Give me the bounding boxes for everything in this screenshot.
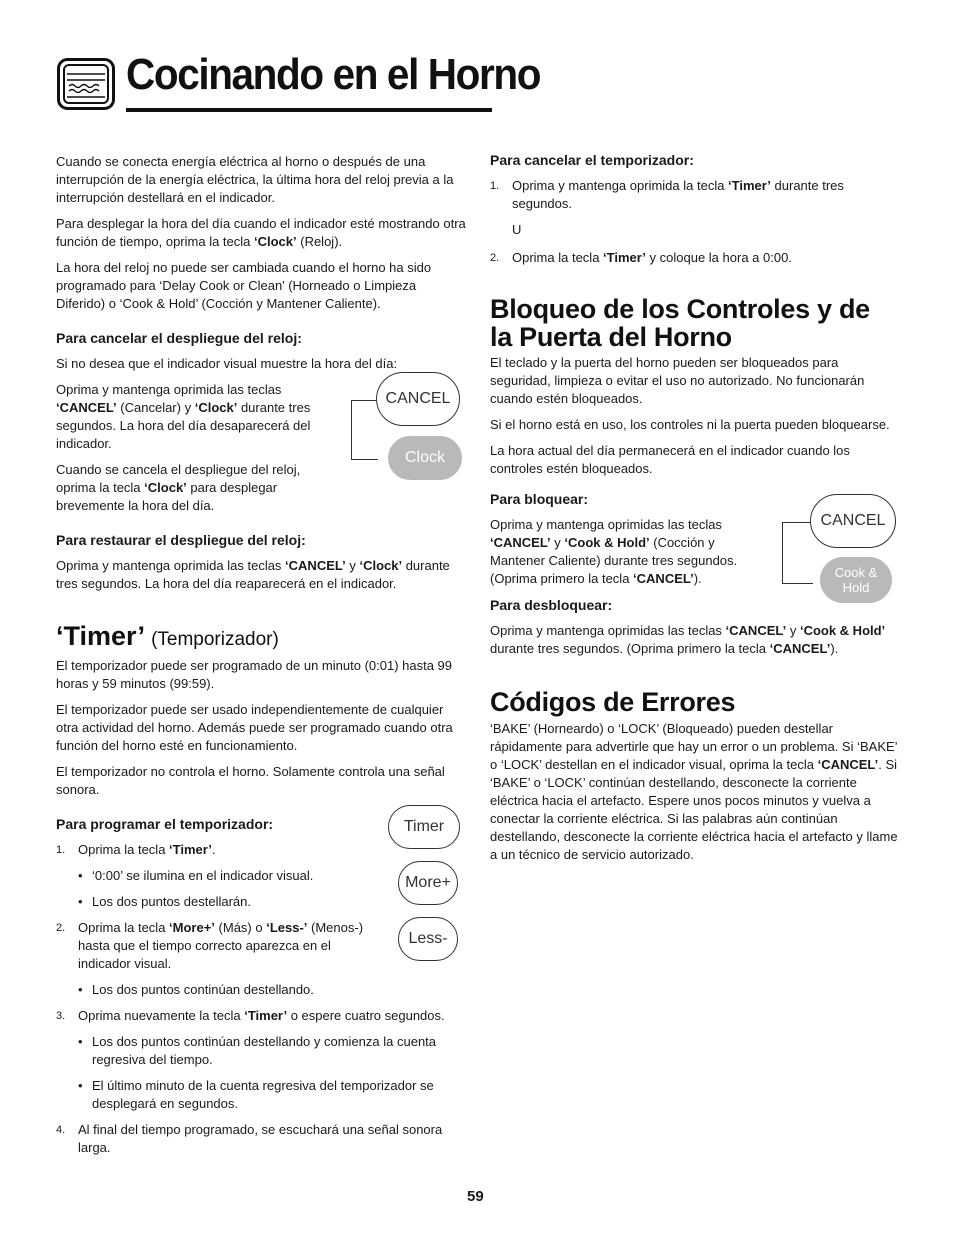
cancel-key-graphic: CANCEL [376, 372, 460, 426]
bullet-list [78, 981, 378, 999]
bullet-item: • Los dos puntos destellarán. [92, 893, 378, 911]
text: o espere cuatro segundos. [287, 1008, 445, 1023]
text: durante tres segundos. La hora del día desaparecerá del indicador. [56, 400, 311, 451]
intro-paragraph: La hora del reloj no puede ser cambiada cuando el horno ha sido programado para ‘Delay Cook or Clean’ (Horneado o Limpieza Diferido) o ‘Cook & Hold’ (Cocción y Mantener Caliente). [56, 260, 432, 311]
unlock-subheading: Para desbloquear: [490, 597, 613, 613]
text: ). [693, 571, 702, 586]
text: y [786, 623, 800, 638]
text: y [550, 535, 565, 550]
paragraph [56, 557, 466, 593]
text: Oprima y mantenga oprimidas las teclas [490, 623, 726, 638]
list-item [56, 1007, 466, 1113]
bullet-list [78, 1033, 466, 1113]
paragraph: El teclado y la puerta del horno pueden ser bloqueados para seguridad, limpieza o evitar el uso no autorizado. No funcionarán cuando estén bloqueados. [490, 355, 865, 406]
text: . [211, 842, 216, 857]
bullet-item: • Los dos puntos continúan destellando. [92, 981, 378, 999]
errors-heading: Códigos de Errores [490, 687, 736, 717]
text: (Menos-) hasta que el tiempo correcto aparezca en el indicador visual. [78, 920, 364, 971]
list-item [56, 1121, 466, 1157]
key-ref: ‘Cook & Hold’ [564, 535, 650, 550]
key-bracket [351, 400, 378, 460]
paragraph: El temporizador puede ser usado independientemente de cualquier otra actividad del horno. Además puede ser programado cuando otra función del horno esté en funcionamiento. [56, 702, 453, 753]
timer-heading-sub: (Temporizador) [151, 629, 279, 650]
key-bracket [782, 522, 813, 584]
key-ref: ‘Clock’ [359, 558, 403, 573]
text: para desplegar brevemente la hora del día. [56, 480, 278, 513]
cancel-timer-steps [490, 177, 902, 213]
text: durante tres segundos. (Oprima primero la tecla [490, 641, 770, 656]
key-ref: ‘CANCEL’ [490, 535, 551, 550]
page-title: Cocinando en el Horno [126, 50, 541, 99]
step-number: 2. [56, 922, 66, 934]
key-label: Cook & [834, 565, 878, 580]
text: y [345, 558, 360, 573]
paragraph: El temporizador no controla el horno. Solamente controla una señal sonora. [56, 764, 445, 797]
cancel-timer-steps [490, 249, 902, 267]
paragraph: Si el horno está en uso, los controles ni la puerta pueden bloquearse. [490, 417, 890, 432]
timer-heading [56, 621, 466, 655]
restore-display-heading: Para restaurar el despliegue del reloj: [56, 532, 306, 548]
text: y coloque la hora a 0:00. [645, 250, 792, 265]
key-ref: ‘CANCEL’ [633, 571, 694, 586]
intro-paragraph: Cuando se conecta energía eléctrica al horno o después de una interrupción de la energía eléctrica, la última hora del reloj previa a la interrupción destellará en el indicador. [56, 154, 454, 205]
text: Oprima y mantenga oprimida la tecla [512, 178, 729, 193]
list-item [490, 177, 902, 213]
paragraph [56, 381, 321, 453]
key-ref: ‘Clock’ [194, 400, 238, 415]
step-number: 3. [56, 1010, 66, 1022]
lock-subheading: Para bloquear: [490, 491, 589, 507]
program-timer-heading: Para programar el temporizador: [56, 816, 274, 832]
text: ‘BAKE’ (Horneardo) o ‘LOCK’ (Bloqueado) pueden destellar rápidamente para advertirle que hay un error o un problema. Si ‘BAKE’ o ‘LOCK’ destellan en el indicador visual, oprima la tecla [490, 721, 898, 772]
text: Oprima la tecla [512, 250, 604, 265]
key-ref: ‘Clock’ [144, 480, 187, 495]
list-item [56, 919, 378, 999]
text: durante tres segundos. [512, 178, 844, 211]
left-column [56, 153, 466, 1165]
text: Al final del tiempo programado, se escuchará una señal sonora larga. [78, 1122, 443, 1155]
paragraph [490, 720, 902, 864]
key-ref: ‘More+’ [169, 920, 215, 935]
list-item [56, 841, 378, 911]
paragraph: La hora actual del día permanecerá en el indicador cuando los controles estén bloqueados. [490, 443, 850, 476]
clock-key-graphic: Clock [388, 436, 462, 480]
key-ref: ‘Timer’ [169, 842, 212, 857]
paragraph: Si no desea que el indicador visual muestre la hora del día: [56, 356, 398, 371]
text: Oprima y mantenga oprimidas las teclas [490, 517, 722, 532]
page-number: 59 [467, 1188, 484, 1205]
paragraph [56, 461, 321, 515]
key-ref: ‘Cook & Hold’ [799, 623, 886, 638]
bullet-item: • El último minuto de la cuenta regresiva del temporizador se desplegará en segundos. [92, 1077, 466, 1113]
text: Oprima la tecla [78, 920, 170, 935]
bullet-list [78, 867, 378, 911]
intro-paragraph [56, 215, 466, 251]
lock-heading: Bloqueo de los Controles y de la Puerta del Horno [490, 294, 870, 352]
text: (Cocción y Mantener Caliente) durante tres segundos. (Oprima primero la tecla [490, 535, 738, 586]
key-ref: ‘CANCEL’ [285, 558, 346, 573]
oven-icon [57, 58, 115, 110]
timer-key-graphic: Timer [388, 805, 460, 849]
text: (Cancelar) y [116, 400, 195, 415]
timer-heading-main: ‘Timer’ [56, 621, 144, 651]
paragraph [490, 622, 902, 658]
key-ref: ‘Clock’ [254, 234, 297, 249]
cancel-timer-heading: Para cancelar el temporizador: [490, 152, 694, 168]
paragraph: El temporizador puede ser programado de un minuto (0:01) hasta 99 horas y 59 minutos (99:59). [56, 658, 453, 691]
bullet-item: • Los dos puntos continúan destellando y comienza la cuenta regresiva del tiempo. [92, 1033, 466, 1069]
bullet-item: • ‘0:00’ se ilumina en el indicador visual. [92, 867, 378, 885]
paragraph [490, 516, 755, 588]
text: Oprima la tecla [78, 842, 170, 857]
step-number: 4. [56, 1124, 66, 1136]
text: Oprima y mantenga oprimida las teclas [56, 558, 286, 573]
text: Cuando se cancela el despliegue del reloj, oprima la tecla [56, 462, 301, 495]
key-ref: ‘Timer’ [244, 1008, 288, 1023]
key-ref: ‘Less-’ [266, 920, 308, 935]
text: (Reloj). [296, 234, 343, 249]
title-rule [126, 108, 492, 112]
key-ref: ‘CANCEL’ [769, 641, 831, 656]
text: durante tres segundos. La hora del día reaparecerá en el indicador. [56, 558, 450, 591]
text: ). [830, 641, 839, 656]
key-ref: ‘CANCEL’ [725, 623, 787, 638]
key-ref: ‘Timer’ [728, 178, 771, 193]
step-number: 1. [56, 844, 66, 856]
cook-hold-key-graphic [820, 557, 892, 603]
step-number: 1. [490, 180, 500, 192]
key-label: Hold [842, 580, 870, 595]
text: Oprima y mantenga oprimida las teclas [56, 382, 282, 397]
text: Para desplegar la hora del día cuando el indicador esté mostrando otra función de tiempo, oprima la tecla [56, 216, 466, 249]
more-key-graphic: More+ [398, 861, 458, 905]
text: (Más) o [214, 920, 267, 935]
or-separator: U [512, 222, 522, 237]
cancel-display-heading: Para cancelar el despliegue del reloj: [56, 330, 302, 346]
cancel-key-graphic: CANCEL [810, 494, 896, 548]
key-ref: ‘CANCEL’ [817, 757, 879, 772]
list-item [490, 249, 902, 267]
step-number: 2. [490, 252, 500, 264]
key-ref: ‘CANCEL’ [56, 400, 117, 415]
text: Oprima nuevamente la tecla [78, 1008, 245, 1023]
text: . Si ‘BAKE’ o ‘LOCK’ continúan destellando, desconecte la corriente eléctrica hacia el artefacto. Espere unos pocos minutos y vuelva a conectar la corriente eléctrica. Si las palabras aún continúan destellando, desconecte la corriente eléctrica hacia el artefacto y llame a un técnico de servicio autorizado. [490, 757, 898, 862]
key-ref: ‘Timer’ [603, 250, 646, 265]
less-key-graphic: Less- [398, 917, 458, 961]
